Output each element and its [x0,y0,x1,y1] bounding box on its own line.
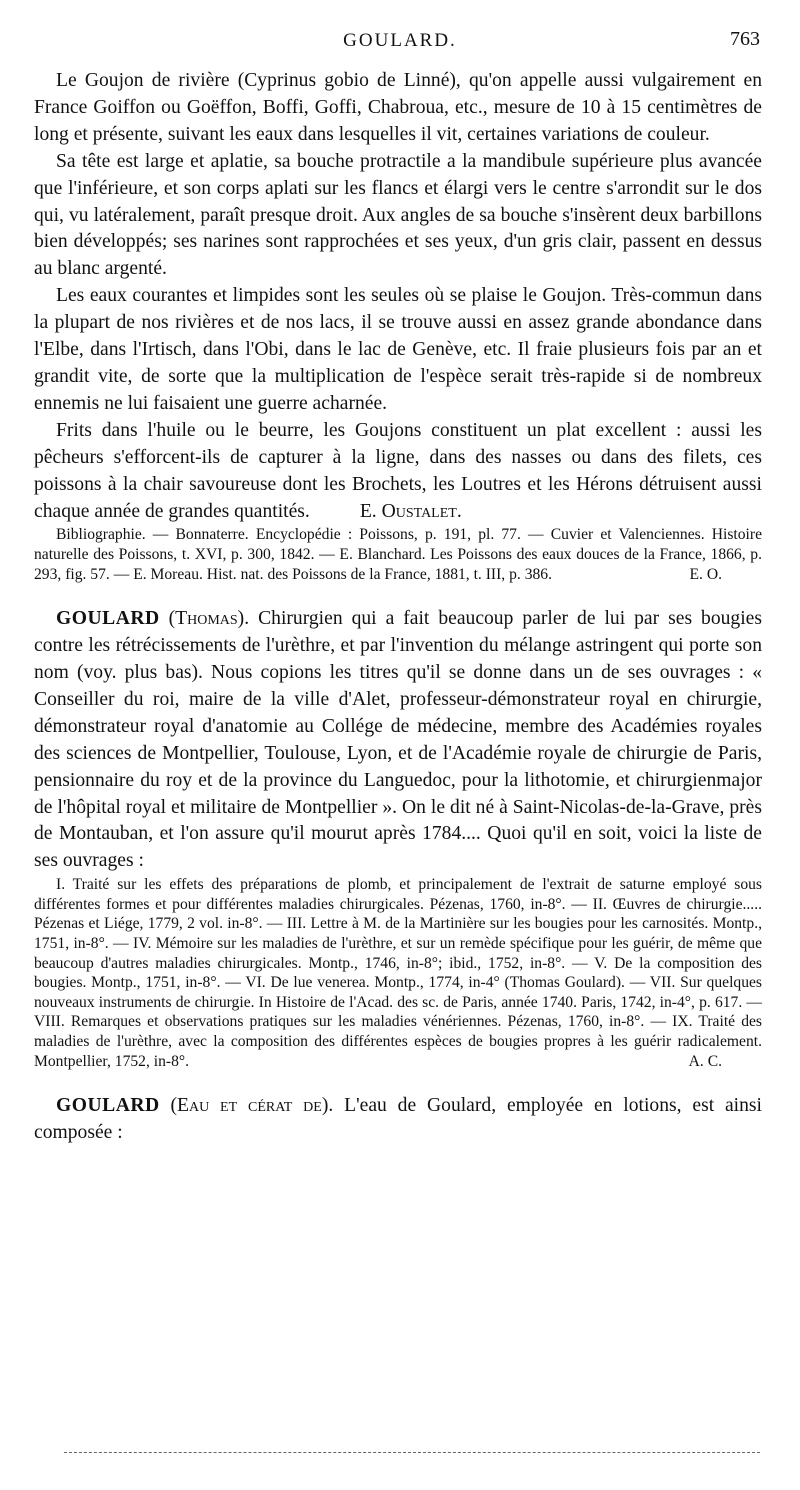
goulard-thomas-entry [34,606,762,875]
page-body [34,68,762,1147]
page-number: 763 [730,28,760,50]
author-signature: E. Oustalet. [359,500,462,522]
goujon-bibliography [34,525,762,584]
bibliography-text: Bibliographie. — Bonnaterre. Encyclopédie : Poissons, p. 191, pl. 77. — Cuvier et Valenciennes. Histoire naturelle des Poissons, t. XVI, p. 300, 1842. — E. Blanchard. Les Poissons des eaux douces de la France, 1866, p. 293, fig. 57. — E. Moreau. Hist. nat. des Poissons de la France, 1881, t. III, p. 386. [34,526,762,583]
article-goulard-thomas [34,606,762,1071]
article-goujon [34,68,762,584]
goujon-paragraph-4-text: Frits dans l'huile ou le beurre, les Goujons constituent un plat excellent : aussi les pêcheurs s'efforcent-ils de capturer à la ligne, dans des nasses ou dans des filets, ces poissons à la chair savoureuse dont les Brochets, les Loutres et les Hérons détruisent aussi chaque année de grandes quantités. [34,419,762,522]
goulard-works-list [34,875,762,1071]
entry-headword: GOULARD [56,608,160,630]
goujon-paragraph-2: Sa tête est large et aplatie, sa bouche protractile a la mandibule supérieure plus avancée que l'inférieure, et son corps aplati sur les flancs et élargi vers le centre s'arrondit sur le dos qui, vu latéralement, paraît presque droit. Aux angles de sa bouche s'insèrent deux barbillons bien développés; ses narines sont rapprochées et ses yeux, d'un gris clair, passent en dessus au blanc argenté. [34,150,762,280]
entry-qualifier-eau: (Eau et cérat de). [170,1095,334,1117]
bottom-dotted-rule [64,1452,760,1453]
goulard-eau-entry [34,1093,762,1147]
article-goulard-eau [34,1093,762,1147]
entry-headword-eau: GOULARD [56,1095,160,1117]
works-initials: A. C. [688,1052,722,1070]
running-title: GOULARD. [343,30,457,51]
goujon-paragraph-4 [34,418,762,526]
goujon-paragraph-1: Le Goujon de rivière (Cyprinus gobio de Linné), qu'on appelle aussi vulgairement en France Goiffon ou Goëffon, Boffi, Goffi, Chabroua, etc., mesure de 10 à 15 centimètres de long et présente, suivant les eaux dans lesquelles il vit, certaines variations de couleur. [34,70,762,145]
goujon-paragraph-3: Les eaux courantes et limpides sont les seules où se plaise le Goujon. Très-commun dans la plupart de nos rivières et de nos lacs, il se trouve aussi en assez grande abondance dans l'Elbe, dans l'Irtisch, dans l'Obi, dans le lac de Genève, etc. Il fraie plusieurs fois par an et grandit vite, de sorte que la multiplication de l'espèce serait très-rapide si de nombreux ennemis ne lui faisaient une guerre acharnée. [34,285,762,414]
entry-qualifier: (Thomas). [168,608,250,630]
bibliography-initials: E. O. [689,565,722,583]
entry-text: Chirurgien qui a fait beaucoup parler de lui par ses bougies contre les rétrécissements de l'urèthre, et par l'invention du mélange astringent qui porte son nom (voy. plus bas). Nous copions les titres qu'il se donne dans un de ses ouvrages : « Conseiller du roi, maire de la ville d'Alet, professeur-démonstrateur royal en chirurgie, démonstrateur royal d'anatomie au Collége de médecine, membre des Académies royales des sciences de Montpellier, Toulouse, Lyon, et de l'Académie royale de chirurgie de Paris, pensionnaire du roy et de la province du Languedoc, pour la lithotomie, et chirurgienmajor de l'hôpital royal et militaire de Montpellier ». On le dit né à Saint-Nicolas-de-la-Grave, près de Montauban, et l'on assure qu'il mourut après 1784.... Quoi qu'il en soit, voici la liste de ses ouvrages : [34,608,762,872]
page-header [36,30,764,58]
entry-text-eau: L'eau de Goulard, employée en lotions, est ainsi composée : [34,1095,762,1144]
works-text: I. Traité sur les effets des préparations de plomb, et principalement de l'extrait de saturne employé sous différentes formes et pour différentes maladies chirurgicales. Pézenas, 1760, in-8°. — II. Œuvres de chirurgie..... Pézenas et Liége, 1779, 2 vol. in-8°. — III. Lettre à M. de la Martinière sur les bougies pour les carnosités. Montp., 1751, in-8°. — IV. Mémoire sur les maladies de l'urèthre, et sur un remède spécifique pour les guérir, de même que beaucoup d'autres maladies chirurgicales. Montp., 1746, in-8°; ibid., 1752, in-8°. — V. De la composition des bougies. Montp., 1751, in-8°. — VI. De lue venerea. Montp., 1774, in-4° (Thomas Goulard). — VII. Sur quelques nouveaux instruments de chirurgie. In Histoire de l'Acad. des sc. de Paris, année 1740. Paris, 1742, in-4°, p. 617. — VIII. Remarques et observations pratiques sur les maladies vénériennes. Pézenas, 1760, in-8°. — IX. Traité des maladies de l'urèthre, avec la composition des différentes espèces de bougies propres à les guérir radicalement. Montpellier, 1752, in-8°. [34,876,762,1070]
